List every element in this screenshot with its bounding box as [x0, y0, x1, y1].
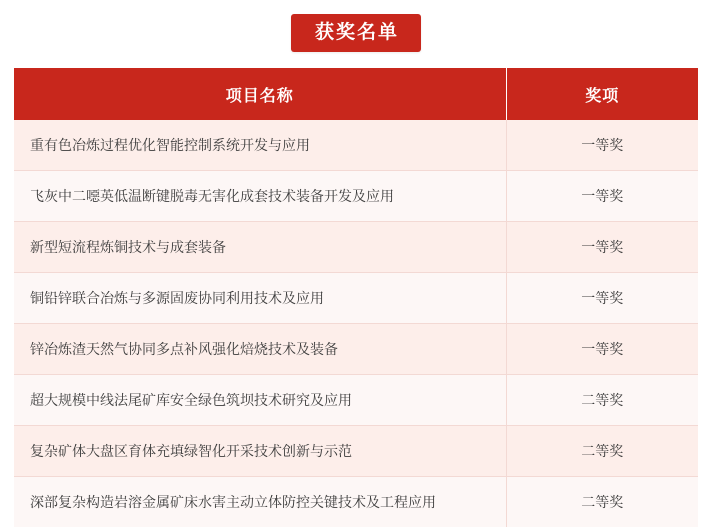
table-row [14, 120, 698, 171]
cell-award: 二等奖 [506, 375, 698, 426]
page-title: 获奖名单 [291, 14, 421, 52]
table-row [14, 273, 698, 324]
page-title-container [0, 0, 712, 68]
cell-project-name: 重有色冶炼过程优化智能控制系统开发与应用 [14, 120, 506, 171]
cell-award: 一等奖 [506, 222, 698, 273]
cell-project-name: 飞灰中二噁英低温断键脱毒无害化成套技术装备开发及应用 [14, 171, 506, 222]
cell-award: 二等奖 [506, 426, 698, 477]
table-row [14, 375, 698, 426]
table-row [14, 171, 698, 222]
column-header-project-name: 项目名称 [14, 68, 506, 120]
cell-project-name: 新型短流程炼铜技术与成套装备 [14, 222, 506, 273]
cell-award: 一等奖 [506, 273, 698, 324]
cell-project-name: 锌冶炼渣天然气协同多点补风强化焙烧技术及装备 [14, 324, 506, 375]
award-table [14, 68, 698, 527]
table-header [14, 68, 698, 120]
cell-award: 二等奖 [506, 477, 698, 527]
cell-award: 一等奖 [506, 120, 698, 171]
table-row [14, 324, 698, 375]
award-table-container [0, 68, 712, 527]
cell-project-name: 复杂矿体大盘区育体充填绿智化开采技术创新与示范 [14, 426, 506, 477]
table-header-row [14, 68, 698, 120]
table-row [14, 222, 698, 273]
cell-award: 一等奖 [506, 324, 698, 375]
cell-award: 一等奖 [506, 171, 698, 222]
column-header-award: 奖项 [506, 68, 698, 120]
cell-project-name: 超大规模中线法尾矿库安全绿色筑坝技术研究及应用 [14, 375, 506, 426]
table-row [14, 426, 698, 477]
cell-project-name: 深部复杂构造岩溶金属矿床水害主动立体防控关键技术及工程应用 [14, 477, 506, 527]
table-body [14, 120, 698, 527]
table-row [14, 477, 698, 527]
cell-project-name: 铜铅锌联合冶炼与多源固废协同利用技术及应用 [14, 273, 506, 324]
